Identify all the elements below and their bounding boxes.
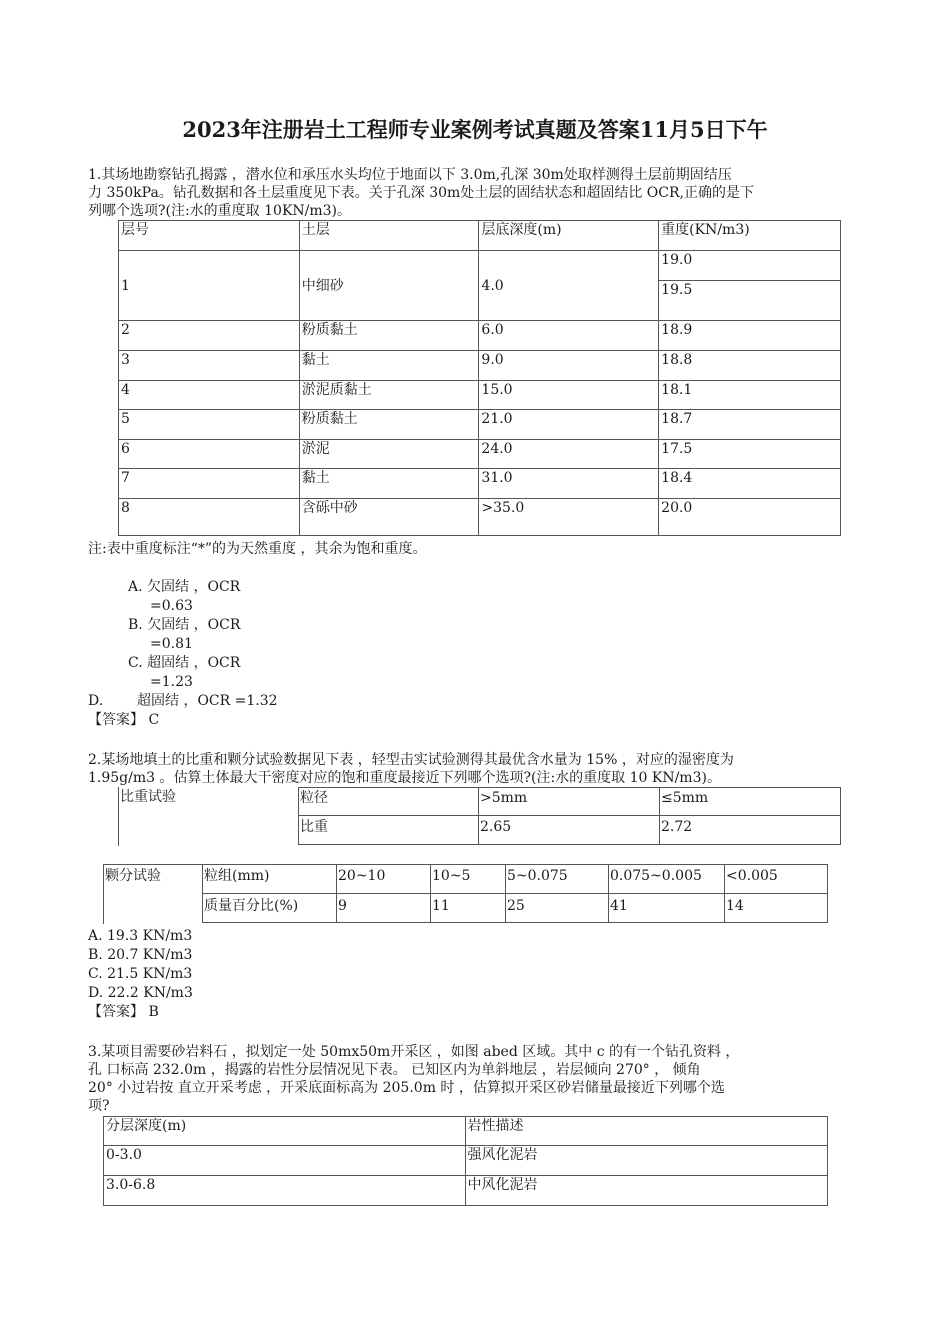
q1-text-line-2: 力 350kPa。钻孔数据和各土层重度见下表。关于孔深 30m处土层的固结状态和超固结比 OCR,正确的是下 xyxy=(88,185,754,201)
cell-soil: 淤泥质黏土 xyxy=(299,381,479,410)
cell-weight: 20.0 xyxy=(659,499,841,536)
cell-soil: 粉质黏土 xyxy=(299,410,479,440)
header-cell: 层号 xyxy=(119,221,300,251)
table-row xyxy=(119,440,841,469)
cell-weight: 18.9 xyxy=(659,321,841,351)
cell: 2.72 xyxy=(661,819,693,835)
cell-depth: 6.0 xyxy=(479,321,659,351)
table-border xyxy=(505,864,506,923)
q1-option-d-label: D. xyxy=(88,693,104,709)
q2-text-line-2: 1.95g/m3 。估算土体最大干密度对应的饱和重度最接近下列哪个选项?(注:水的重度取 10 KN/m3)。 xyxy=(88,770,721,786)
q1-option-b-line-1: B. 欠固结 ，OCR xyxy=(128,617,241,633)
cell: 11 xyxy=(432,898,450,914)
page-title: 2023年注册岩土工程师专业案例考试真题及答案11月5日下午 xyxy=(182,117,768,142)
table-label: 比重试验 xyxy=(120,789,176,805)
cell-depth: 3.0-6.8 xyxy=(104,1176,466,1206)
cell-layer-no: 8 xyxy=(119,499,300,536)
cell-depth: 9.0 xyxy=(479,351,659,381)
q2-option-d: D. 22.2 KN/m3 xyxy=(88,985,193,1001)
cell-layer-no: 4 xyxy=(119,381,300,410)
cell: 41 xyxy=(610,898,628,914)
cell-layer-no: 5 xyxy=(119,410,300,440)
table-border xyxy=(430,864,431,923)
cell: 14 xyxy=(726,898,744,914)
cell: 2.65 xyxy=(480,819,512,835)
cell-soil: 粉质黏土 xyxy=(299,321,479,351)
cell: 粒径 xyxy=(300,790,328,806)
cell: 20~10 xyxy=(338,868,386,884)
cell: 10~5 xyxy=(432,868,471,884)
cell-weight: 18.8 xyxy=(659,351,841,381)
q3-table xyxy=(103,1116,828,1206)
cell: <0.005 xyxy=(726,868,778,884)
q2-particle-size-table xyxy=(103,864,828,924)
header-cell: 重度(KN/m3) xyxy=(659,221,841,251)
q3-text-line-3: 20° 小过岩按 直立开采考虑 ，开采底面标高为 205.0m 时 ，估算拟开采区砂岩储量最接近下列哪个选 xyxy=(88,1080,725,1096)
table-row xyxy=(119,251,841,281)
table-border xyxy=(659,787,660,845)
cell-weight: 19.0 xyxy=(659,251,841,281)
cell-weight: 18.7 xyxy=(659,410,841,440)
table-row xyxy=(119,410,841,440)
table-border xyxy=(608,864,609,923)
q2-option-c: C. 21.5 KN/m3 xyxy=(88,966,193,982)
cell-soil: 中细砂 xyxy=(299,251,479,321)
table-border xyxy=(118,787,119,846)
cell: 9 xyxy=(338,898,347,914)
q3-text-line-2: 孔 口标高 232.0m ，揭露的岩性分层情况见下表。 已知区内为单斜地层 ，岩层倾向 270° ， 倾角 xyxy=(88,1062,701,1078)
cell-weight: 18.1 xyxy=(659,381,841,410)
cell-depth: 0-3.0 xyxy=(104,1146,466,1176)
cell-layer-no: 1 xyxy=(119,251,300,321)
cell: ≤5mm xyxy=(661,790,709,806)
q1-text-line-3: 列哪个选项?(注:水的重度取 10KN/m3)。 xyxy=(88,203,352,219)
cell-weight: 19.5 xyxy=(659,281,841,321)
q2-option-b: B. 20.7 KN/m3 xyxy=(88,947,193,963)
cell: 粒组(mm) xyxy=(204,868,270,884)
table-row xyxy=(119,351,841,381)
cell: 5~0.075 xyxy=(507,868,568,884)
q1-option-a-line-1: A. 欠固结 ，OCR xyxy=(128,579,241,595)
q1-note: 注:表中重度标注“*”的为天然重度 ，其余为饱和重度。 xyxy=(88,541,427,557)
q2-text-line-1: 2.某场地填土的比重和颗分试验数据见下表 ，轻型击实试验测得其最优含水量为 15% ，对应的湿密度为 xyxy=(88,752,734,768)
header-cell: 层底深度(m) xyxy=(479,221,659,251)
table-border xyxy=(478,787,479,845)
cell: 比重 xyxy=(300,819,328,835)
cell: 0.075~0.005 xyxy=(610,868,702,884)
cell-layer-no: 2 xyxy=(119,321,300,351)
cell: 25 xyxy=(507,898,525,914)
header-cell: 分层深度(m) xyxy=(104,1117,466,1146)
cell-depth: >35.0 xyxy=(479,499,659,536)
table-header-row xyxy=(104,1117,828,1146)
q2-answer: 【答案】 B xyxy=(88,1004,159,1020)
table-border xyxy=(202,893,828,894)
q2-option-a: A. 19.3 KN/m3 xyxy=(88,928,193,944)
q1-option-c-line-2: =1.23 xyxy=(150,674,193,690)
cell-depth: 4.0 xyxy=(479,251,659,321)
table-header-row xyxy=(119,221,841,251)
q1-option-a-line-2: =0.63 xyxy=(150,598,193,614)
q1-text-line-1: 1.其场地勘察钻孔揭露 ，潜水位和承压水头均位于地面以下 3.0m,孔深 30m处取样测得土层前期固结压 xyxy=(88,167,732,183)
cell-soil: 淤泥 xyxy=(299,440,479,469)
cell-lithology: 强风化泥岩 xyxy=(465,1146,828,1176)
cell-depth: 15.0 xyxy=(479,381,659,410)
cell: 质量百分比(%) xyxy=(204,898,299,914)
table-border xyxy=(103,864,104,924)
table-row xyxy=(119,499,841,536)
q3-text-line-1: 3.某项目需要砂岩料石 ，拟划定一处 50mx50m开采区 ，如图 abed 区域。其中 c 的有一个钻孔资料 ， xyxy=(88,1044,740,1060)
cell-weight: 17.5 xyxy=(659,440,841,469)
header-cell: 岩性描述 xyxy=(465,1117,828,1146)
table-row xyxy=(119,381,841,410)
q1-option-b-line-2: =0.81 xyxy=(150,636,193,652)
table-label: 颗分试验 xyxy=(105,868,161,884)
cell-depth: 21.0 xyxy=(479,410,659,440)
cell-depth: 31.0 xyxy=(479,469,659,499)
cell-soil: 黏土 xyxy=(299,351,479,381)
cell-layer-no: 6 xyxy=(119,440,300,469)
q2-specific-gravity-table xyxy=(118,787,841,846)
table-border xyxy=(336,864,337,923)
cell-soil: 黏土 xyxy=(299,469,479,499)
cell-lithology: 中风化泥岩 xyxy=(465,1176,828,1206)
cell-layer-no: 7 xyxy=(119,469,300,499)
cell: >5mm xyxy=(480,790,528,806)
table-row xyxy=(104,1146,828,1176)
table-row xyxy=(119,321,841,351)
cell-weight: 18.4 xyxy=(659,469,841,499)
q1-option-c-line-1: C. 超固结 ，OCR xyxy=(128,655,241,671)
table-row xyxy=(104,1176,828,1206)
q1-answer: 【答案】 C xyxy=(88,712,160,728)
table-border xyxy=(298,815,841,816)
header-cell: 土层 xyxy=(299,221,479,251)
cell-soil: 含砾中砂 xyxy=(299,499,479,536)
q3-text-line-4: 项? xyxy=(88,1098,110,1114)
q1-option-d-text: 超固结 ，OCR =1.32 xyxy=(137,693,278,709)
cell-layer-no: 3 xyxy=(119,351,300,381)
table-border xyxy=(724,864,725,923)
cell-depth: 24.0 xyxy=(479,440,659,469)
table-grid xyxy=(298,787,841,845)
table-border xyxy=(103,864,203,865)
q1-table xyxy=(118,220,841,536)
table-row xyxy=(119,469,841,499)
